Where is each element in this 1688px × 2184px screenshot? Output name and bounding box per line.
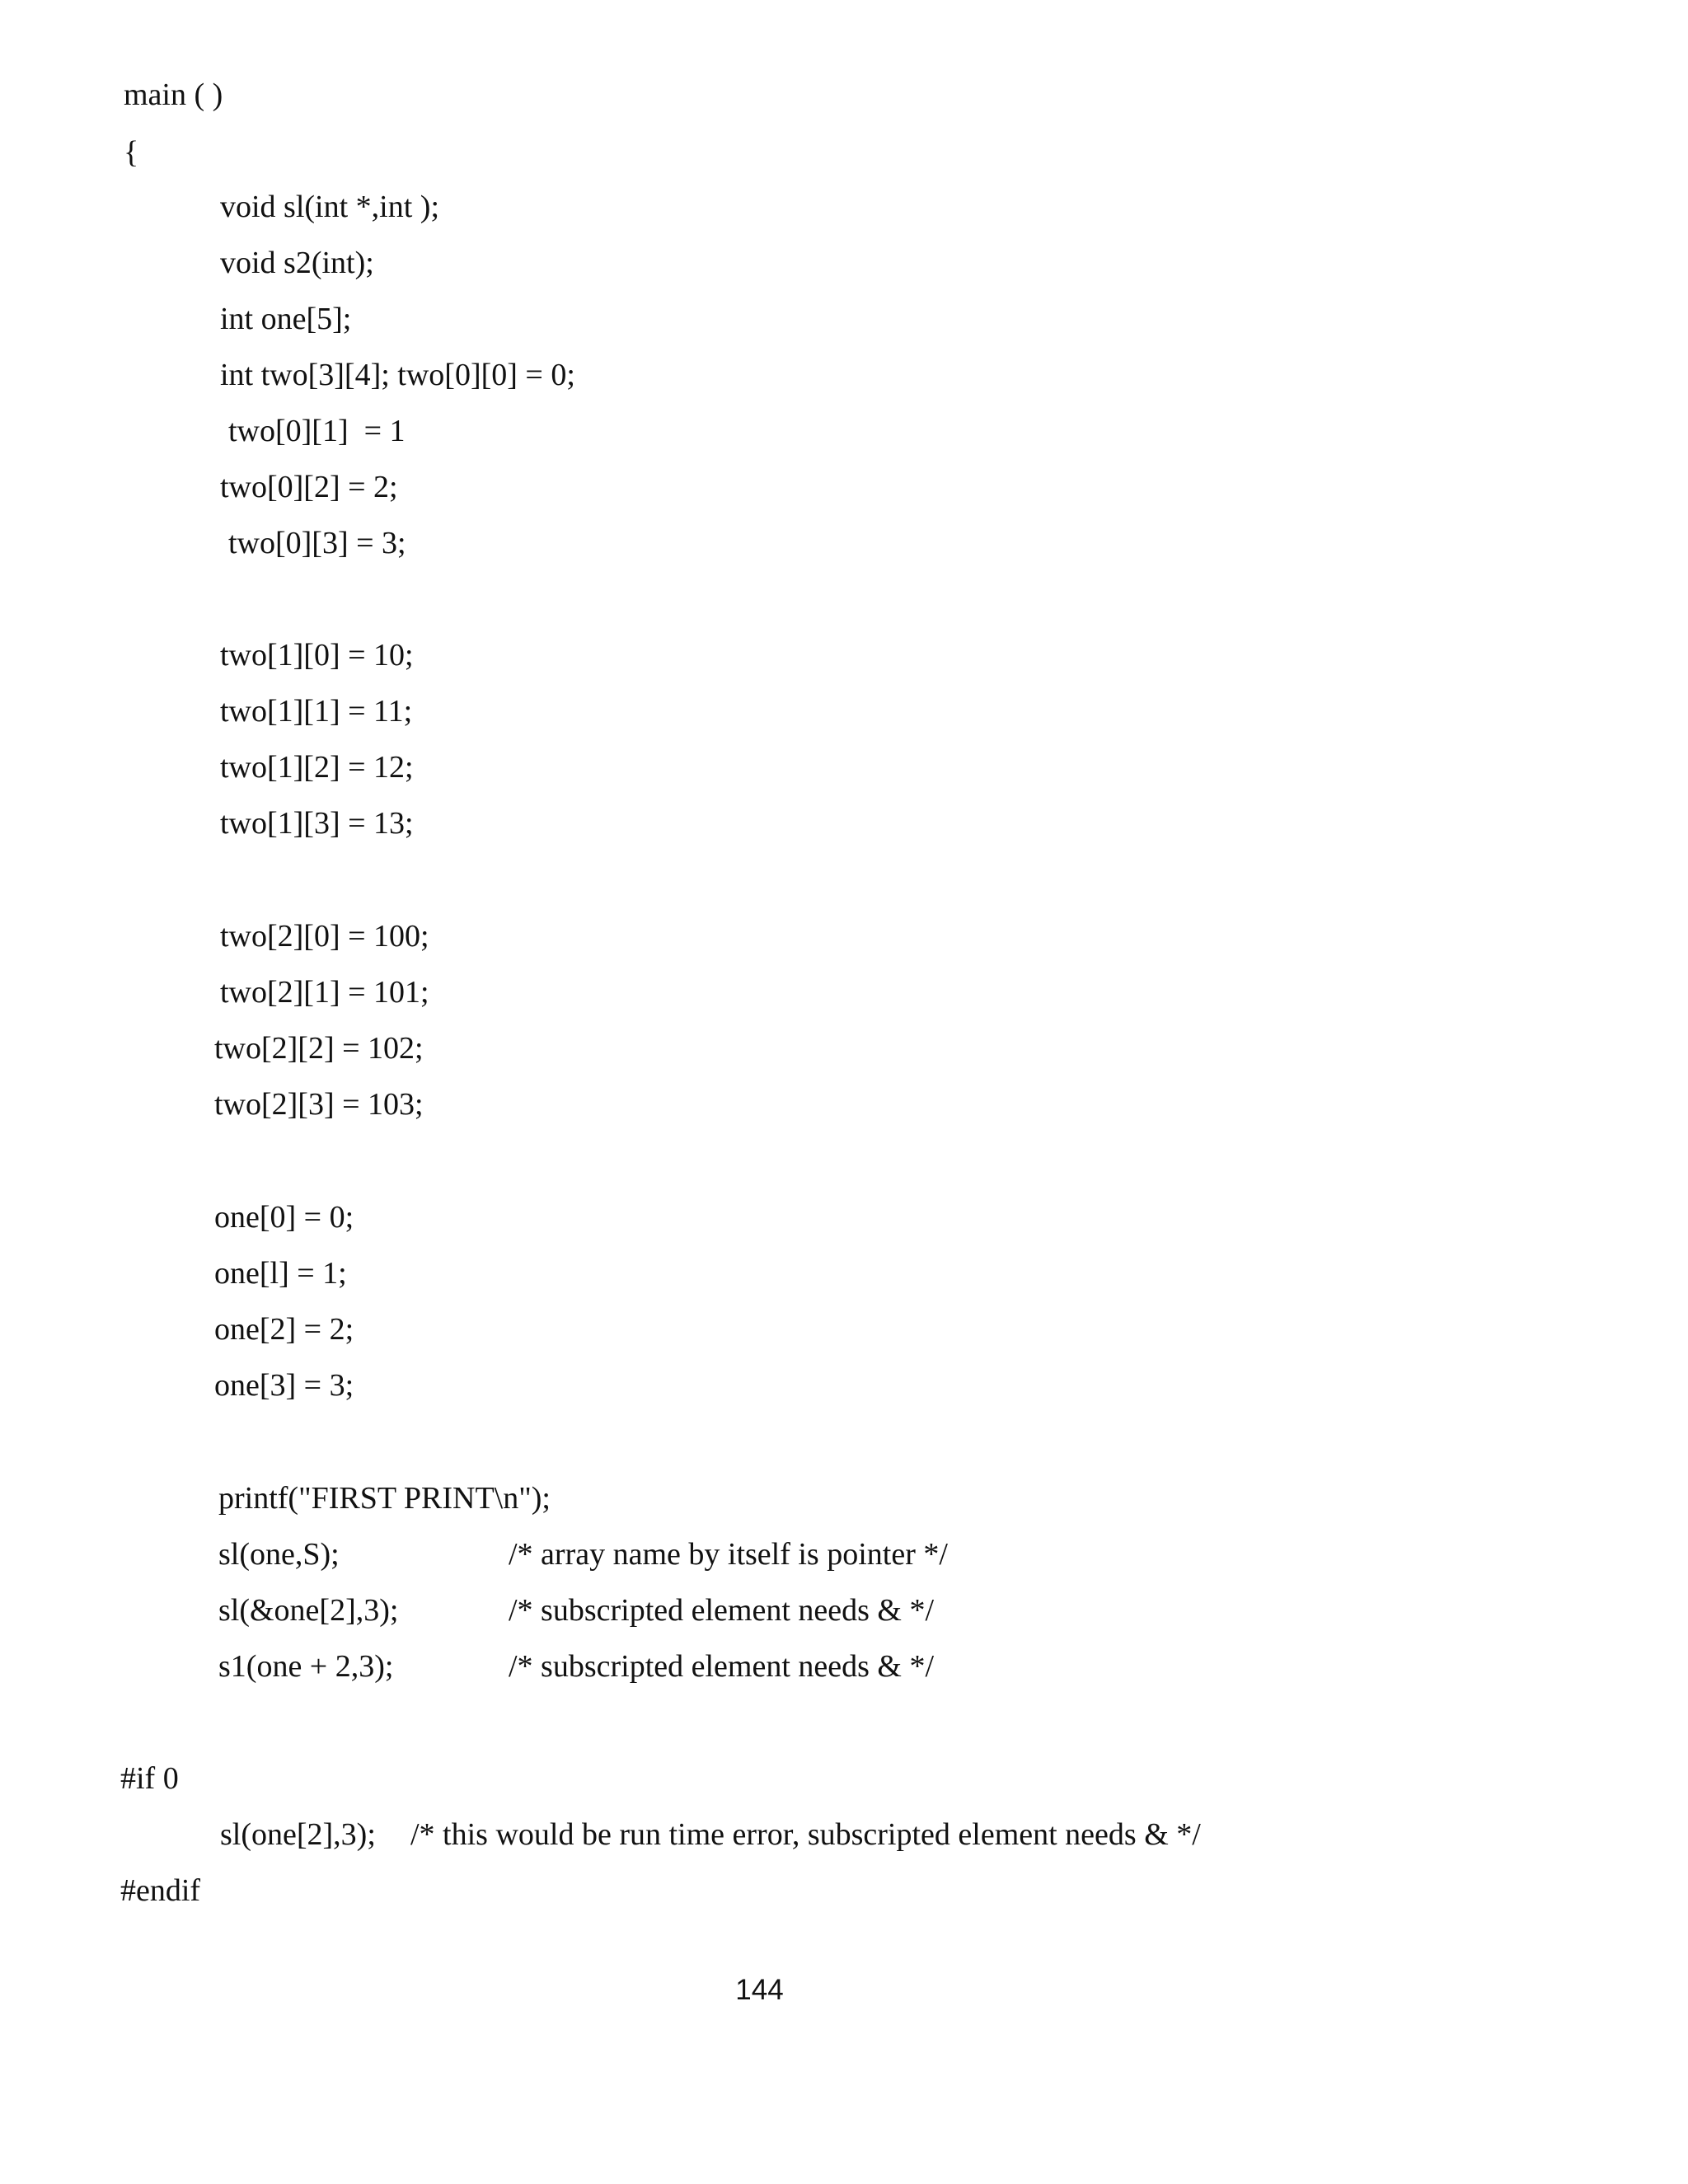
call-s1-address: sl(&one[2],3);: [218, 1593, 399, 1628]
assign-one-1: one[l] = 1;: [214, 1256, 347, 1291]
assign-two-1-2: two[1][2] = 12;: [220, 750, 414, 785]
assign-two-0-3: two[0][3] = 3;: [228, 526, 406, 560]
preprocessor-endif: #endif: [120, 1873, 201, 1908]
assign-two-1-0: two[1][0] = 10;: [220, 638, 414, 673]
assign-two-0-2: two[0][2] = 2;: [220, 470, 398, 504]
assign-two-2-0: two[2][0] = 100;: [220, 919, 429, 954]
assign-two-1-3: two[1][3] = 13;: [220, 806, 414, 841]
prototype-s1: void sl(int *,int );: [220, 190, 439, 224]
assign-two-2-3: two[2][3] = 103;: [214, 1087, 424, 1122]
page-number: 144: [735, 1974, 784, 2006]
printf-first-print: printf("FIRST PRINT\n");: [218, 1481, 551, 1516]
main-function-header: main ( ): [124, 77, 223, 112]
assign-two-2-1: two[2][1] = 101;: [220, 975, 429, 1010]
call-s1-offset: s1(one + 2,3);: [218, 1649, 394, 1684]
declaration-two: int two[3][4]; two[0][0] = 0;: [220, 358, 575, 392]
assign-two-0-1: two[0][1] = 1: [228, 414, 406, 448]
call-s1-one: sl(one,S);: [218, 1537, 340, 1572]
assign-one-2: one[2] = 2;: [214, 1312, 354, 1347]
declaration-one: int one[5];: [220, 302, 352, 336]
comment-runtime-error: /* this would be run time error, subscripted element needs & */: [410, 1817, 1201, 1852]
assign-one-0: one[0] = 0;: [214, 1200, 354, 1235]
comment-needs-ampersand-2: /* subscripted element needs & */: [509, 1649, 935, 1684]
prototype-s2: void s2(int);: [220, 246, 374, 280]
assign-two-2-2: two[2][2] = 102;: [214, 1031, 424, 1066]
preprocessor-if0: #if 0: [120, 1761, 179, 1796]
assign-two-1-1: two[1][1] = 11;: [220, 694, 413, 729]
assign-one-3: one[3] = 3;: [214, 1368, 354, 1403]
call-s1-error: sl(one[2],3);: [220, 1817, 376, 1852]
comment-needs-ampersand-1: /* subscripted element needs & */: [509, 1593, 935, 1628]
open-brace: {: [124, 135, 139, 170]
comment-array-pointer: /* array name by itself is pointer */: [509, 1537, 948, 1572]
